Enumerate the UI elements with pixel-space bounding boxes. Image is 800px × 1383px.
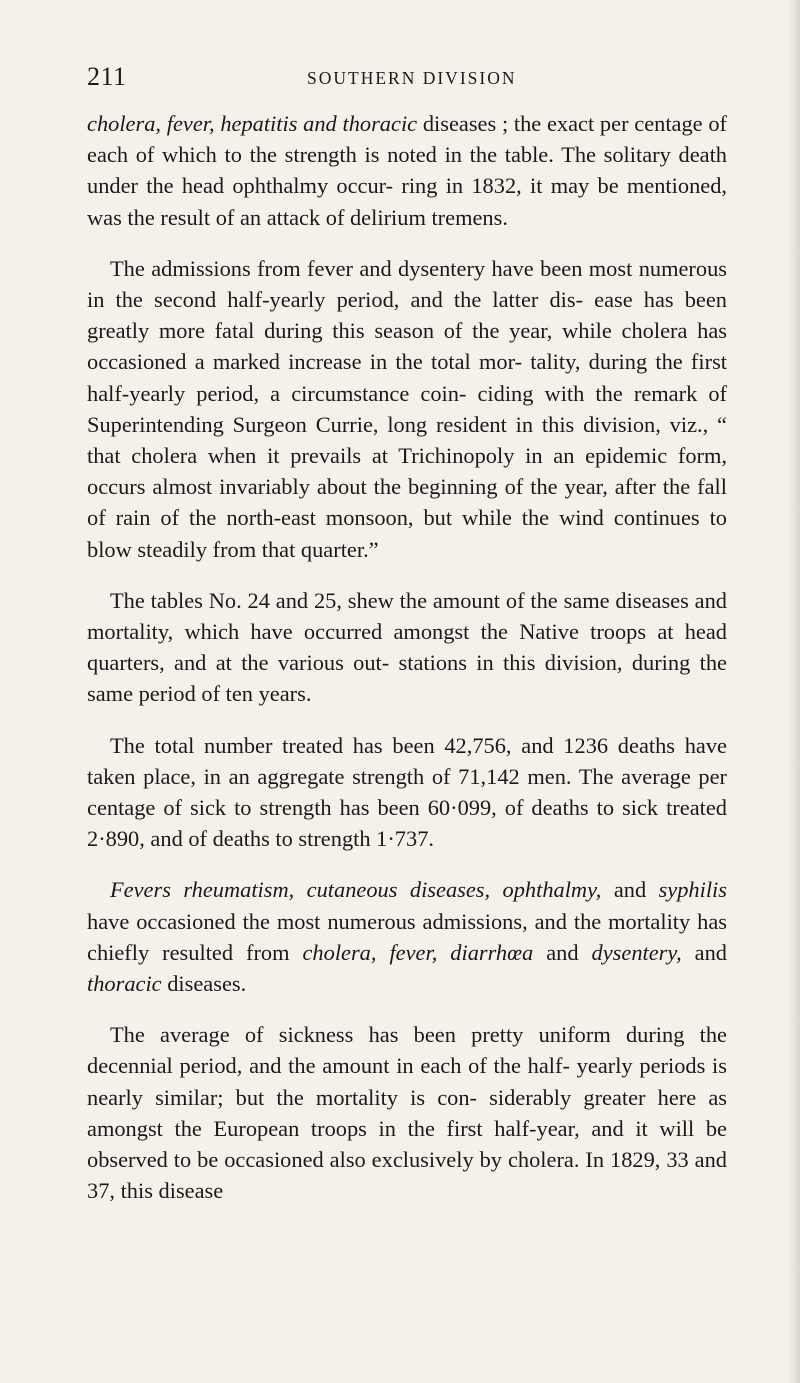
italic-phrase: cholera, fever, diarrhœa (302, 939, 534, 965)
text-run: diseases. (161, 971, 247, 997)
text-run: The total number treated has been 42,756, and 1236 deaths have taken place, in an aggregate strength of 71,142 men. The average per centage of sick to strength has been 60·099, of deaths to sick treated 2·890, and of deaths to strength 1·737. (87, 732, 727, 852)
page-header (87, 62, 727, 96)
page-edge-shadow (788, 0, 800, 1383)
italic-phrase: syphilis (658, 877, 727, 903)
text-run: The admissions from fever and dysentery have been most numerous in the second half-yearly period, and the latter dis- ease has been greatly more fatal during this season of the year, while cholera has occasioned a marked increase in the total mor- tality, during the first half-yearly period, a circumstance coin- ciding with the remark of Superintending Surgeon Currie, long resident in this division, viz., “ that cholera when it prevails at Trichinopoly in an epidemic form, occurs almost invariably about the beginning of the year, after the fall of rain of the north-east monsoon, but while the wind continues to blow steadily from that quarter.” (87, 255, 727, 562)
italic-phrase: Fevers rheumatism, cutaneous diseases, ophthalmy, (110, 877, 602, 903)
text-run: have occasioned the most numerous admissions, and the mortality has chiefly resulted from (87, 908, 727, 965)
text-run: and (533, 939, 592, 965)
paragraph-3 (87, 585, 727, 710)
text-run: diseases ; the exact per centage of each of which to the strength is noted in the table. The solitary death under the head ophthalmy occur- ring in 1832, it may be mentioned, was the result of an attack of delirium tremens. (87, 111, 727, 230)
body-text (87, 108, 727, 1227)
text-run: and (681, 939, 727, 965)
italic-phrase: cholera, fever, hepatitis and thoracic (87, 111, 418, 136)
running-title: SOUTHERN DIVISION (307, 68, 517, 88)
text-run: and (601, 877, 659, 903)
page-number: 211 (87, 62, 127, 91)
text-run: The average of sickness has been pretty uniform during the decennial period, and the amount in each of the half- yearly periods is nearly similar; but the mortality is con- siderably greater here as amongst the European troops in the first half-year, and it will be observed to be occasioned also exclusively by cholera. In 1829, 33 and 37, this disease (87, 1022, 727, 1204)
italic-phrase: thoracic (87, 971, 162, 997)
italic-phrase: dysentery, (591, 939, 682, 965)
paragraph-5 (87, 874, 727, 999)
paragraph-2 (87, 253, 727, 565)
text-run: The tables No. 24 and 25, shew the amount of the same diseases and mortality, which have occurred amongst the Native troops at head quarters, and at the various out- stations in this division, during the same period of ten years. (87, 587, 727, 707)
paragraph-4 (87, 730, 727, 855)
paragraph-1 (87, 108, 727, 233)
paragraph-6 (87, 1019, 727, 1206)
